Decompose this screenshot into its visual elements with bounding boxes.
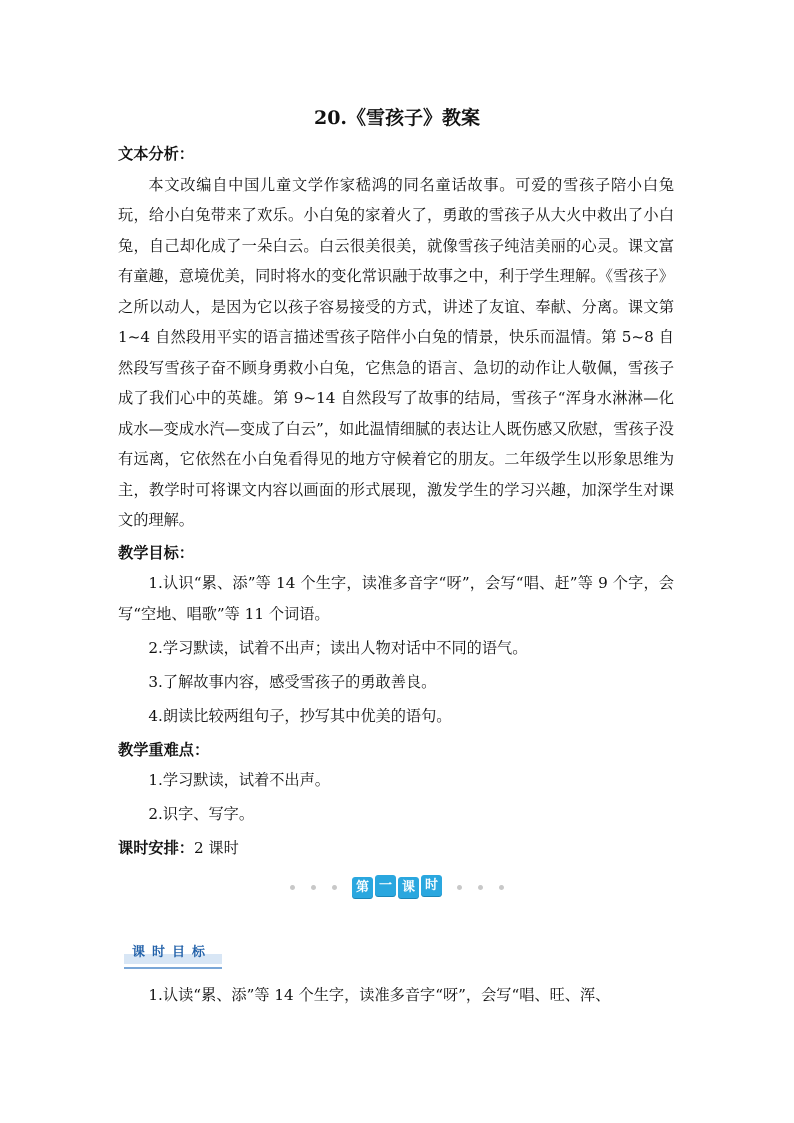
lesson-badge — [351, 877, 443, 898]
goal-item-1: 1.认识“累、添”等 14 个生字，读准多音字“呀”，会写“唱、赶”等 9 个字，会写“空地、唱歌”等 11 个词语。 — [118, 574, 674, 623]
goal-item-3: 3.了解故事内容，感受雪孩子的勇敢善良。 — [148, 672, 437, 691]
page-title: 20.《雪孩子》教案 — [313, 107, 481, 129]
key-point-item-1: 1.学习默读，试着不出声。 — [148, 771, 330, 789]
lesson-goal-item-1: 1.认读“累、添”等 14 个生字，读准多音字“呀”，会写“唱、旺、浑、 — [148, 986, 611, 1004]
content-body — [118, 139, 674, 864]
dot-decoration-icon — [332, 885, 337, 890]
dot-decoration-icon — [290, 885, 295, 890]
analysis-paragraph: 本文改编自中国儿童文学作家嵇鸿的同名童话故事。可爱的雪孩子陪小白兔玩，给小白兔带来了欢乐。小白兔的家着火了，勇敢的雪孩子从大火中救出了小白兔，自己却化成了一朵白云。白云很美很美，就像雪孩子纯洁美丽的心灵。课文富有童趣，意境优美，同时将水的变化常识融于故事之中，利于学生理解。《雪孩子》之所以动人，是因为它以孩子容易接受的方式，讲述了友谊、奉献、分离。课文第 1~4 自然段用平实的语言描述雪孩子陪伴小白兔的情景，快乐而温情。第 5~8 自然段写雪孩子奋不顾身勇救小白兔，它焦急的语言、急切的动作让人敬佩，雪孩子成了我们心中的英雄。第 9~14 自然段写了故事的结局，雪孩子“浑身水淋淋—化成水—变成水汽—变成了白云”，如此温情细腻的表达让人既伤感又欣慰，雪孩子没有远离，它依然在小白兔看得见的地方守候着它的朋友。二年级学生以形象思维为主，教学时可将课文内容以画面的形式展现，激发学生的学习兴趣，加深学生对课文的理解。 — [118, 175, 674, 529]
tag-underline — [124, 967, 222, 969]
schedule-line — [118, 833, 674, 864]
dot-decoration-icon — [457, 885, 462, 890]
goal-item-2: 2.学习默读，试着不出声；读出人物对话中不同的语气。 — [148, 638, 528, 657]
schedule-value: 2 课时 — [193, 839, 239, 857]
lesson-badge-char: 一 — [375, 875, 396, 896]
lesson-goal-tag — [124, 940, 222, 966]
key-point-item-2: 2.识字、写字。 — [148, 805, 255, 823]
goals-heading: 教学目标： — [118, 543, 194, 562]
dot-decoration-icon — [499, 885, 504, 890]
goal-item-4: 4.朗读比较两组句子，抄写其中优美的语句。 — [148, 706, 452, 725]
schedule-label: 课时安排： — [118, 839, 194, 857]
lesson-badge-char: 课 — [398, 877, 419, 898]
lesson-badge-char: 第 — [352, 877, 373, 898]
dot-decoration-icon — [478, 885, 483, 890]
lesson-badge-char: 时 — [421, 875, 442, 896]
lesson-banner — [0, 874, 794, 900]
lesson-goal-tag-text: 课时目标 — [124, 942, 222, 964]
dot-decoration-icon — [311, 885, 316, 890]
key-points-heading: 教学重难点： — [118, 740, 210, 759]
analysis-heading: 文本分析： — [118, 145, 194, 163]
